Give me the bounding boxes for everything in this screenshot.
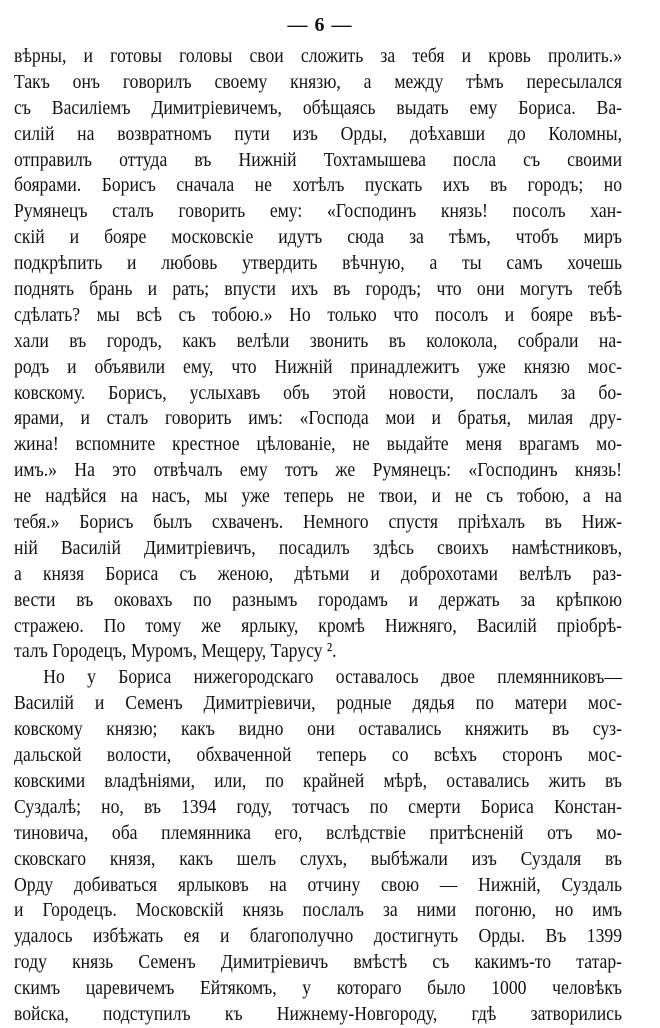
text-line: сдѣлать? мы всѣ съ тобою.» Но только что посолъ и бояре въѣ- [14, 303, 623, 326]
text-line: Румянецъ сталъ говорить ему: «Господинъ князь! посолъ хан- [14, 200, 623, 223]
text-line: подкрѣпить и любовь утвердить вѣчную, а ты самъ хочешь [14, 252, 623, 275]
text-line: ній Василій Димитріевичъ, посадилъ здѣсь своихъ намѣстниковъ, [14, 536, 623, 559]
text-line: боярами. Борисъ сначала не хотѣлъ пускать ихъ въ городъ; но [14, 174, 623, 197]
text-line: ярами, и сталъ говорить имъ: «Господа мои и братья, милая дру- [14, 407, 623, 430]
text-line: и Городецъ. Московскій князь послалъ за ними погоню, но имъ [14, 899, 623, 922]
text-line: вѣрны, и готовы головы свои сложить за тебя и кровь пролить.» [14, 45, 623, 67]
text-line: не надѣйся на насъ, мы уже теперь не твои, и не съ тобою, а на [14, 485, 623, 508]
text-line: съ Василіемъ Димитріевичемъ, обѣщаясь выдать ему Бориса. Ва- [14, 96, 623, 119]
text-line: дальской волости, обхваченной теперь со всѣхъ сторонъ мос- [14, 744, 623, 767]
text-line: а князя Бориса съ женою, дѣтьми и доброхотами велѣлъ раз- [14, 562, 623, 585]
text-line: талъ Городецъ, Муромъ, Мещеру, Тарусу ². [14, 640, 337, 663]
text-line: Василій и Семенъ Димитріевичи, родные дядья по матери мос- [14, 692, 623, 715]
text-line: войска, подступилъ къ Нижнему-Новгороду, гдѣ затворились [14, 1002, 623, 1025]
text-line: году князь Семенъ Димитріевичъ вмѣстѣ съ какимъ-то татар- [14, 951, 623, 974]
text-line: удалось избѣжать ея и благополучно достигнуть Орды. Въ 1399 [14, 925, 623, 948]
text-line: тиновича, оба племянника его, вслѣдствіе притѣсненій отъ мо- [14, 821, 623, 844]
text-line: скимъ царевичемъ Ейтякомъ, у котораго было 1000 человѣкъ [14, 977, 623, 1000]
text-line: стражею. По тому же ярлыку, кромѣ Нижняго, Василій пріобрѣ- [14, 614, 623, 637]
text-line: Орду добиваться ярлыковъ на отчину свою — Нижній, Суздаль [14, 873, 623, 896]
text-line: ковскими владѣніями, или, по крайней мѣрѣ, оставались жить въ [14, 769, 623, 792]
text-line: отправилъ оттуда въ Нижній Тохтамышева посла съ своими [14, 148, 623, 171]
text-line: родъ и объявили ему, что Нижній принадлежитъ уже князю мос- [14, 355, 623, 378]
text-line: скій и бояре московскіе идутъ сюда за тѣмъ, чтобъ миръ [14, 226, 623, 249]
body-text [14, 44, 622, 1028]
text-line: Суздалѣ; но, въ 1394 году, тотчасъ по смерти Бориса Констан- [14, 795, 623, 818]
page-number: — 6 — [287, 14, 353, 36]
text-line: поднять брань и рать; впусти ихъ въ городъ; что они могутъ тебѣ [14, 278, 623, 301]
text-line: Такъ онъ говорилъ своему князю, а между тѣмъ пересылался [14, 70, 623, 93]
text-line: ковскому князю; какъ видно они оставались княжить въ суз- [14, 718, 623, 741]
text-line: хали въ городъ, какъ велѣли звонить въ колокола, собрали на- [14, 329, 623, 352]
text-line: жина! вспомните крестное цѣлованіе, не выдайте меня врагамъ мо- [14, 433, 623, 456]
text-line: ковскому. Борисъ, услыхавъ объ этой новости, послалъ за бо- [14, 381, 623, 404]
text-line: имъ.» На это отвѣчалъ ему тотъ же Румянецъ: «Господинъ князь! [14, 459, 623, 482]
paragraph-first-line: Но у Бориса нижегородскаго оставалось двое племянниковъ— [43, 666, 623, 689]
text-line: силій на возвратномъ пути изъ Орды, доѣхавши до Коломны, [14, 122, 623, 145]
text-line: вести въ оковахъ по разнымъ городамъ и держать за крѣпкою [14, 588, 623, 611]
text-line: тебя.» Борисъ былъ схваченъ. Немного спустя пріѣхалъ въ Ниж- [14, 511, 623, 534]
text-line: сковскаго князя, какъ шелъ слухъ, выбѣжали изъ Суздаля въ [14, 847, 623, 870]
